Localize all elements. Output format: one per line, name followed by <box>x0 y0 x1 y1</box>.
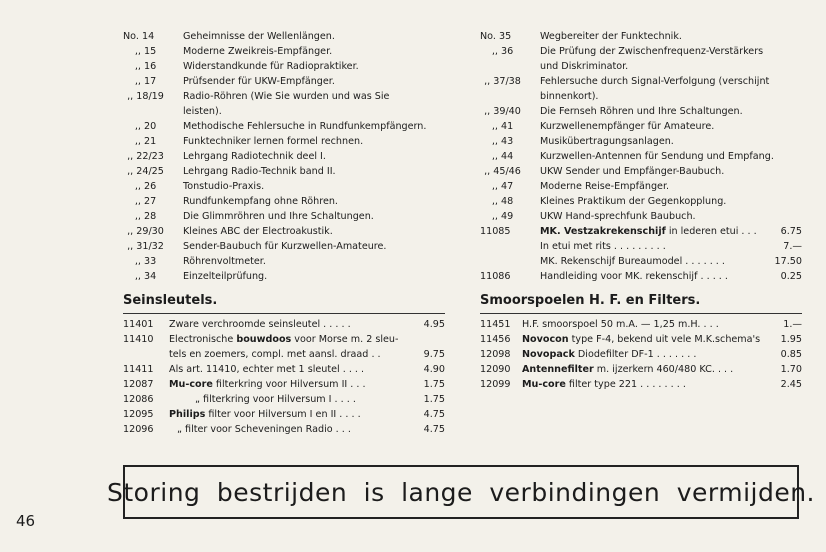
article-price: 1.— <box>783 319 802 330</box>
book-number: ,, 17 <box>134 76 157 87</box>
article-description <box>169 332 398 347</box>
book-entry <box>123 89 453 104</box>
article-brand: Mu-core <box>522 379 566 390</box>
article-description: H.F. smoorspoel 50 m.A. — 1,25 m.H. . . . <box>522 319 719 330</box>
book-title: Lehrgang Radio-Technik band II. <box>183 166 336 177</box>
article-brand: Mu-core <box>169 379 213 390</box>
article-price: 1.95 <box>780 334 802 345</box>
book-title: Röhrenvoltmeter. <box>183 256 266 267</box>
article-text: type F-4, bekend uit vele M.K.schema's <box>568 334 761 345</box>
book-number: ,, 18/19 <box>127 91 164 102</box>
article-code: 12096 <box>123 424 154 435</box>
price-row <box>123 347 445 362</box>
book-entry <box>123 164 453 179</box>
book-entry <box>480 209 802 224</box>
book-title: Kleines Praktikum der Gegenkopplung. <box>540 196 727 207</box>
article-code: 12095 <box>123 409 154 420</box>
book-number: ,, 20 <box>134 121 157 132</box>
book-entry <box>123 44 453 59</box>
article-price: 4.95 <box>423 319 445 330</box>
article-code: 12090 <box>480 364 511 375</box>
article-description: Zware verchroomde seinsleutel . . . . . <box>169 319 351 330</box>
section-heading-seinsleutels: Seinsleutels. <box>123 293 218 308</box>
article-text: filterkring voor Hilversum II . . . <box>212 379 366 390</box>
book-number: ,, 36 <box>491 46 514 57</box>
book-entry <box>123 194 453 209</box>
article-description: In etui met rits . . . . . . . . . <box>540 241 666 252</box>
book-entry <box>480 59 802 74</box>
book-title: binnenkort). <box>540 91 599 102</box>
book-entry <box>480 89 802 104</box>
divider <box>123 313 445 314</box>
article-code: 12086 <box>123 394 154 405</box>
article-price: 7.— <box>783 241 802 252</box>
article-price: 4.90 <box>423 364 445 375</box>
article-price: 0.85 <box>780 349 802 360</box>
article-price: 1.70 <box>780 364 802 375</box>
book-number: ,, 49 <box>491 211 514 222</box>
book-title: Moderne Reise-Empfänger. <box>540 181 670 192</box>
article-description: MK. Rekenschijf Bureaumodel . . . . . . . <box>540 256 725 267</box>
article-price: 0.25 <box>780 271 802 282</box>
section-heading-smoorspoelen: Smoorspoelen H. F. en Filters. <box>480 293 701 308</box>
article-code: 11411 <box>123 364 154 375</box>
book-title: Einzelteilprüfung. <box>183 271 268 282</box>
article-brand: Antennefilter <box>522 364 594 375</box>
article-price: 1.75 <box>423 394 445 405</box>
book-title: Fehlersuche durch Signal-Verfolgung (verschijnt <box>540 76 770 87</box>
article-description: Handleiding voor MK. rekenschijf . . . . . <box>540 271 728 282</box>
article-code: 12087 <box>123 379 154 390</box>
article-code: 11085 <box>480 226 511 237</box>
book-entry <box>123 254 453 269</box>
book-number: No. 35 <box>480 31 512 42</box>
article-code: 11410 <box>123 334 154 345</box>
article-price: 6.75 <box>780 226 802 237</box>
article-price: 1.75 <box>423 379 445 390</box>
book-entry <box>480 74 802 89</box>
price-row <box>480 239 802 254</box>
price-row <box>480 377 802 392</box>
price-row <box>123 392 445 407</box>
book-number: ,, 33 <box>134 256 157 267</box>
book-entry <box>480 104 802 119</box>
article-description <box>540 224 757 239</box>
book-title: und Diskriminator. <box>540 61 629 72</box>
book-number: No. 14 <box>123 31 155 42</box>
price-row <box>123 317 445 332</box>
book-number: ,, 48 <box>491 196 514 207</box>
book-number: ,, 37/38 <box>484 76 521 87</box>
article-description: „ filterkring voor Hilversum I . . . . <box>195 394 356 405</box>
price-list-seinsleutels <box>123 317 445 437</box>
book-number: ,, 22/23 <box>127 151 164 162</box>
article-description: Als art. 11410, echter met 1 sleutel . . . . <box>169 364 365 375</box>
book-number: ,, 21 <box>134 136 157 147</box>
book-title: Widerstandkunde für Radiopraktiker. <box>183 61 359 72</box>
book-title: UKW Sender und Empfänger-Baubuch. <box>540 166 725 177</box>
book-number: ,, 47 <box>491 181 514 192</box>
book-title: Kurzwellenempfänger für Amateure. <box>540 121 715 132</box>
book-number: ,, 45/46 <box>484 166 521 177</box>
book-title: Radio-Röhren (Wie Sie wurden und was Sie <box>183 91 390 102</box>
article-description <box>522 347 696 362</box>
slogan-text: Storing bestrijden is lange verbindingen vermijden. <box>107 477 815 507</box>
page-number: 46 <box>16 512 36 530</box>
article-description: „ filter voor Scheveningen Radio . . . <box>177 424 351 435</box>
book-entry <box>480 29 802 44</box>
article-price: 4.75 <box>423 409 445 420</box>
price-row <box>480 332 802 347</box>
book-title: Kleines ABC der Electroakustik. <box>183 226 333 237</box>
book-title: Die Glimmröhren und Ihre Schaltungen. <box>183 211 374 222</box>
book-list-right <box>480 29 802 284</box>
divider <box>480 313 802 314</box>
article-text: filter voor Hilversum I en II . . . . <box>205 409 361 420</box>
article-price: 2.45 <box>780 379 802 390</box>
price-list-smoorspoelen <box>480 317 802 392</box>
article-description <box>522 362 733 377</box>
article-text: filter type 221 . . . . . . . . <box>565 379 686 390</box>
book-entry <box>123 149 453 164</box>
book-title: Moderne Zweikreis-Empfänger. <box>183 46 333 57</box>
book-entry <box>123 179 453 194</box>
book-title: Die Fernseh Röhren und Ihre Schaltungen. <box>540 106 743 117</box>
book-entry <box>123 104 453 119</box>
book-entry <box>480 164 802 179</box>
article-text: Diodefilter DF-1 . . . . . . . <box>574 349 697 360</box>
article-text: in lederen etui . . . <box>665 226 757 237</box>
book-title: Rundfunkempfang ohne Röhren. <box>183 196 338 207</box>
price-row <box>123 332 445 347</box>
book-title: Tonstudio-Praxis. <box>183 181 265 192</box>
price-row <box>480 362 802 377</box>
price-row <box>480 269 802 284</box>
book-entry <box>123 269 453 284</box>
article-price: 4.75 <box>423 424 445 435</box>
book-title: Prüfsender für UKW-Empfänger. <box>183 76 335 87</box>
article-description: tels en zoemers, compl. met aansl. draad . . <box>169 349 381 360</box>
book-entry <box>123 74 453 89</box>
book-title: UKW Hand-sprechfunk Baubuch. <box>540 211 696 222</box>
article-description <box>169 407 361 422</box>
book-entry <box>123 134 453 149</box>
book-entry <box>123 119 453 134</box>
book-title: Methodische Fehlersuche in Rundfunkempfängern. <box>183 121 427 132</box>
book-title: Musikübertragungsanlagen. <box>540 136 674 147</box>
book-entry <box>480 119 802 134</box>
article-code: 11086 <box>480 271 511 282</box>
book-title: leisten). <box>183 106 222 117</box>
price-row <box>480 317 802 332</box>
book-title: Wegbereiter der Funktechnik. <box>540 31 682 42</box>
article-brand: Novocon <box>522 334 569 345</box>
price-row <box>123 422 445 437</box>
book-entry <box>123 29 453 44</box>
book-title: Funktechniker lernen formel rechnen. <box>183 136 364 147</box>
article-price: 9.75 <box>423 349 445 360</box>
article-text-prefix: Electronische <box>169 334 237 345</box>
book-entry <box>480 44 802 59</box>
book-number: ,, 43 <box>491 136 514 147</box>
book-list-left <box>123 29 453 284</box>
book-title: Die Prüfung der Zwischenfrequenz-Verstärkers <box>540 46 764 57</box>
book-entry <box>123 209 453 224</box>
book-number: ,, 41 <box>491 121 514 132</box>
book-number: ,, 24/25 <box>127 166 164 177</box>
article-code: 12098 <box>480 349 511 360</box>
article-description <box>522 332 760 347</box>
book-number: ,, 31/32 <box>127 241 164 252</box>
article-code: 12099 <box>480 379 511 390</box>
article-price: 17.50 <box>774 256 802 267</box>
book-entry <box>480 179 802 194</box>
article-text: m. ijzerkern 460/480 KC. . . . <box>593 364 734 375</box>
article-code: 11401 <box>123 319 154 330</box>
book-number: ,, 16 <box>134 61 157 72</box>
book-number: ,, 44 <box>491 151 514 162</box>
article-code: 11451 <box>480 319 511 330</box>
article-description <box>169 377 366 392</box>
book-number: ,, 15 <box>134 46 157 57</box>
article-brand: Philips <box>169 409 206 420</box>
book-entry <box>123 239 453 254</box>
book-title: Lehrgang Radiotechnik deel I. <box>183 151 326 162</box>
article-code: 11456 <box>480 334 511 345</box>
book-number: ,, 26 <box>134 181 157 192</box>
price-row <box>123 407 445 422</box>
book-title: Geheimnisse der Wellenlängen. <box>183 31 335 42</box>
book-number: ,, 27 <box>134 196 157 207</box>
price-row <box>123 362 445 377</box>
article-text: voor Morse m. 2 sleu- <box>291 334 399 345</box>
book-entry <box>480 149 802 164</box>
book-number: ,, 39/40 <box>484 106 521 117</box>
article-brand: Novopack <box>522 349 575 360</box>
article-brand: bouwdoos <box>236 334 292 345</box>
book-title: Sender-Baubuch für Kurzwellen-Amateure. <box>183 241 387 252</box>
article-description <box>522 377 686 392</box>
price-row <box>480 347 802 362</box>
book-entry <box>123 224 453 239</box>
book-entry <box>480 134 802 149</box>
book-entry <box>123 59 453 74</box>
price-row <box>480 224 802 239</box>
article-brand: MK. Vestzakrekenschijf <box>540 226 666 237</box>
price-row <box>480 254 802 269</box>
book-number: ,, 28 <box>134 211 157 222</box>
book-number: ,, 29/30 <box>127 226 164 237</box>
price-row <box>123 377 445 392</box>
book-number: ,, 34 <box>134 271 157 282</box>
slogan-box <box>107 465 815 519</box>
book-title: Kurzwellen-Antennen für Sendung und Empfang. <box>540 151 774 162</box>
book-entry <box>480 194 802 209</box>
